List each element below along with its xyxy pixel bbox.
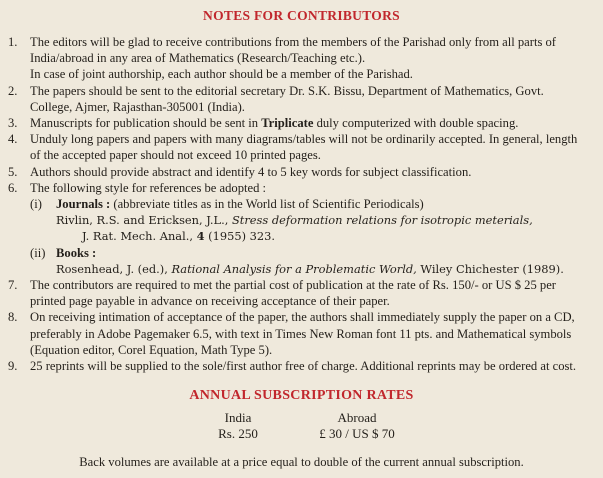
note-item-4 <box>0 131 603 163</box>
note-item-9 <box>0 358 603 374</box>
item-text-pre: Manuscripts for publication should be sent in <box>30 116 262 131</box>
item-text: The papers should be sent to the editorial secretary Dr. S.K. Bissu, Department of Mathematics, Govt. <box>30 83 544 98</box>
book-reference <box>56 261 593 277</box>
item-number: 5. <box>8 164 18 179</box>
back-volumes-note: Back volumes are available at a price equal to double of the current annual subscription. <box>79 455 524 469</box>
item-number: 9. <box>8 359 18 374</box>
ref-author: Rosenhead, J. (ed.), <box>56 261 168 276</box>
abroad-value: £ 30 / US $ 70 <box>319 426 395 441</box>
item-text: 25 reprints will be supplied to the sole/first author free of charge. Additional reprints may be ordered at cost. <box>30 359 577 374</box>
item-number: 1. <box>8 35 18 49</box>
item-number: 4. <box>8 132 18 147</box>
item-text <box>30 115 593 131</box>
note-item-2 <box>0 83 603 115</box>
ref-publisher: Wiley Chichester (1989). <box>420 261 564 276</box>
books-label: Books : <box>56 245 97 260</box>
books-style <box>30 245 593 277</box>
item-text: The contributors are required to met the partial cost of publication at the rate of Rs. 150/- or US $ 25 per <box>30 278 556 293</box>
india-label: India <box>224 410 252 425</box>
india-value: Rs. 250 <box>218 426 258 441</box>
ref-year-page: (1955) 323. <box>204 229 276 244</box>
item-text: On receiving intimation of acceptance of the paper, the authors shall immediately supply the paper on a CD, <box>30 310 575 325</box>
abroad-label: Abroad <box>337 410 377 425</box>
item-number: 7. <box>8 278 18 293</box>
notes-list <box>0 34 603 374</box>
journal-citation <box>56 228 593 244</box>
ref-journal: J. Rat. Mech. Anal., <box>82 229 197 244</box>
notes-title: NOTES FOR CONTRIBUTORS <box>203 8 400 23</box>
note-item-5 <box>0 164 603 180</box>
item-text: Authors should provide abstract and identify 4 to 5 key words for subject classification. <box>30 164 472 179</box>
item-number: 2. <box>8 83 18 98</box>
ref-authors: Rivlin, R.S. and Ericksen, J.L., <box>56 213 229 228</box>
ref-volume: 4 <box>196 229 205 244</box>
abroad-rate <box>302 410 412 442</box>
item-text: Unduly long papers and papers with many diagrams/tables will not be ordinarily accepted. In general, length <box>30 132 578 147</box>
journals-style <box>30 196 593 245</box>
note-item-8 <box>0 309 603 358</box>
triplicate-emphasis: Triplicate <box>261 116 314 131</box>
note-item-3 <box>0 115 603 131</box>
item-text: (Equation editor, Corel Equation, Math Type 5). <box>30 342 273 357</box>
journals-label: Journals : <box>56 197 111 212</box>
ref-title: Stress deformation relations for isotropic meterials, <box>231 213 533 228</box>
sub-label: (ii) <box>30 245 46 260</box>
india-rate <box>198 410 278 442</box>
item-text: In case of joint authorship, each author should be a member of the Parishad. <box>30 67 413 82</box>
journals-note: (abbreviate titles as in the World list of Scientific Periodicals) <box>110 197 424 212</box>
note-item-1 <box>0 34 603 83</box>
journal-reference <box>56 212 593 228</box>
journals-heading <box>56 196 593 212</box>
item-text: The following style for references be adopted : <box>30 180 267 195</box>
ref-book-title: Rational Analysis for a Problematic World, <box>171 261 417 276</box>
item-number: 8. <box>8 310 18 325</box>
sub-label: (i) <box>30 197 42 212</box>
item-text: preferably in Adobe Pagemaker 6.5, with text in Times New Roman font 11 pts. and Mathematical symbols <box>30 326 572 341</box>
subscription-title: ANNUAL SUBSCRIPTION RATES <box>189 388 414 403</box>
item-text: of the accepted paper should not exceed 10 printed pages. <box>30 148 321 163</box>
item-text: India/abroad in any area of Mathematics (Research/Teaching etc.). <box>30 51 366 66</box>
note-item-6 <box>0 180 603 277</box>
item-number: 6. <box>8 180 18 195</box>
item-text: The editors will be glad to receive contributions from the members of the Parishad only from all parts of <box>30 35 556 49</box>
note-item-7 <box>0 277 603 309</box>
item-number: 3. <box>8 116 18 131</box>
item-text-post: duly computerized with double spacing. <box>313 116 519 131</box>
item-text: printed page payable in advance on receiving acceptance of their paper. <box>30 294 390 309</box>
item-text: College, Ajmer, Rajasthan-305001 (India). <box>30 99 245 114</box>
